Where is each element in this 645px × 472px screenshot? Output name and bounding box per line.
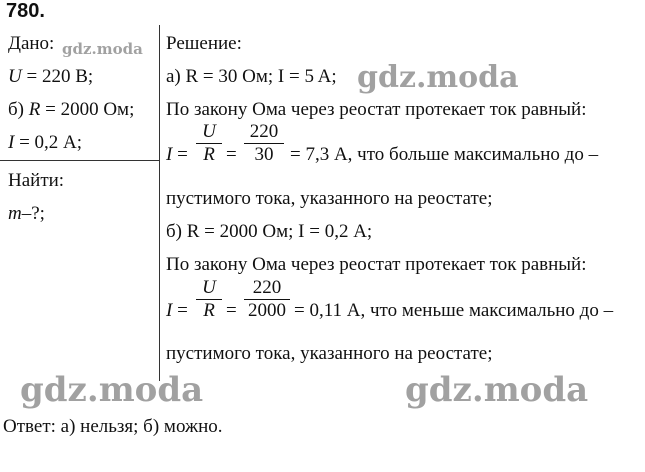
eq2-fraction-numeric: $\frac{220}{2000}$ [244,277,290,322]
given-resistance: б) R = 2000 Ом; [8,99,135,120]
watermark-logo: gdz.moda [62,40,143,58]
given-voltage: U = 220 В; [8,66,94,87]
given-current: I = 0,2 А; [8,132,83,153]
eq1-equals: = [226,144,237,165]
given-title: Дано: [8,33,55,54]
vertical-divider [159,25,160,381]
eq2-fraction-symbolic: $\frac{U}{R}$ [196,277,222,322]
solution-ohm-law-text-2: По закону Ома через реостат протекает ток равный: [166,254,587,275]
watermark-logo: gdz.moda [357,60,519,95]
eq1-result: = 7,3 А, что больше максимально до – [290,144,599,165]
find-mass: m–?; [8,203,45,224]
solution-title: Решение: [166,33,242,54]
eq2-lhs: I = [166,300,188,321]
eq1-fraction-symbolic: $\frac{U}{R}$ [196,121,222,166]
solution-part-a: а) R = 30 Ом; I = 5 A; [166,66,337,87]
watermark-logo: gdz.moda [405,370,589,410]
solution-continuation-2: пустимого тока, указанного на реостате; [166,343,493,364]
eq1-lhs: I = [166,144,188,165]
eq1-fraction-numeric: $\frac{220}{30}$ [244,121,284,166]
eq2-result: = 0,11 А, что меньше максимально до – [294,300,614,321]
solution-ohm-law-text: По закону Ома через реостат протекает ток равный: [166,99,587,120]
answer-text: Ответ: а) нельзя; б) можно. [3,416,223,437]
find-title: Найти: [8,170,65,191]
horizontal-divider [0,160,160,161]
solution-part-b: б) R = 2000 Ом; I = 0,2 А; [166,221,373,242]
problem-number: 780. [6,0,45,22]
eq2-equals: = [226,300,237,321]
solution-continuation-1: пустимого тока, указанного на реостате; [166,188,493,209]
watermark-logo: gdz.moda [20,370,204,410]
